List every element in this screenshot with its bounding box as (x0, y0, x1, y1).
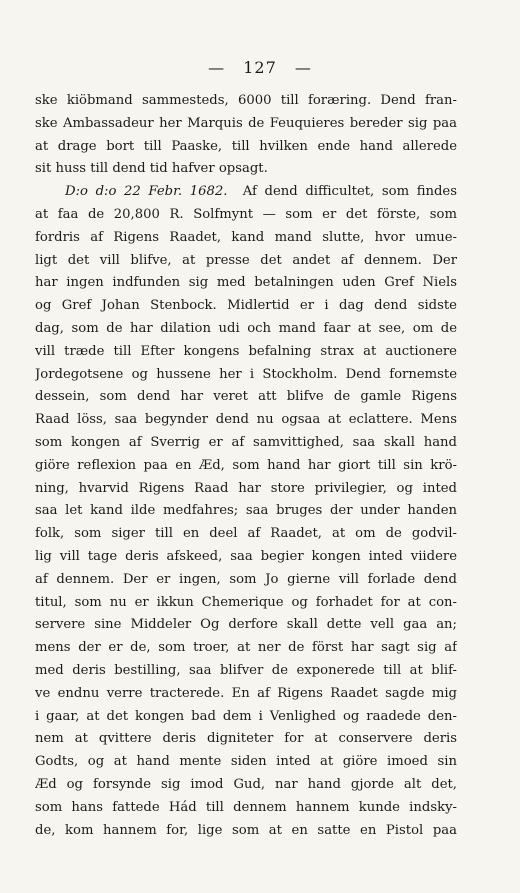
body-text (35, 90, 457, 842)
header-dash-left: — (208, 58, 226, 77)
text-line: nem at qvittere deris digniteter for at conservere deris (35, 731, 457, 747)
text-line: at faa de 20,800 R. Solfmynt — som er det förste, som (35, 206, 457, 222)
header-dash-right: — (294, 58, 312, 77)
text-line: Jordegotsene og hussene her i Stockholm. Dend fornemste (35, 366, 457, 382)
text-line: med deris bestilling, saa blifver de exponerede till at blif- (35, 662, 457, 678)
date-prefix: D:o d:o 22 Febr. 1682. (65, 184, 228, 200)
text-line: og Gref Johan Stenbock. Midlertid er i dag dend sidste (35, 298, 457, 314)
text-line: servere sine Middeler Og derfore skall dette vell gaa an; (35, 617, 457, 633)
text-line: som kongen af Sverrig er af samvittighed, saa skall hand (35, 434, 457, 450)
page-number: 127 (243, 58, 277, 77)
text-line: ning, hvarvid Rigens Raad har store privilegier, og inted (35, 480, 457, 496)
text-line: ske Ambassadeur her Marquis de Feuquieres bereder sig paa (35, 115, 457, 131)
text-line: dag, som de har dilation udi och mand faar at see, om de (35, 320, 457, 336)
page-header (0, 58, 520, 77)
text-line-dated (35, 181, 457, 204)
text-line: ligt det vill blifve, at presse det andet af dennem. Der (35, 252, 457, 268)
text-line: vill træde till Efter kongens befalning strax at auctionere (35, 343, 457, 359)
text-line: at drage bort till Paaske, till hvilken ende hand allerede (35, 138, 457, 154)
text-line: fordris af Rigens Raadet, kand mand slutte, hvor umue- (35, 229, 457, 245)
text-line: ve endnu verre tracterede. En af Rigens Raadet sagde mig (35, 685, 457, 701)
text-line: lig vill tage deris afskeed, saa begier kongen inted viidere (35, 548, 457, 564)
text-line: titul, som nu er ikkun Chemerique og forhadet for at con- (35, 594, 457, 610)
text-line: Raad löss, saa begynder dend nu ogsaa at eclattere. Mens (35, 412, 457, 428)
text-line: mens der er de, som troer, at ner de först har sagt sig af (35, 640, 457, 656)
text-line: af dennem. Der er ingen, som Jo gierne vill forlade dend (35, 571, 457, 587)
text-line: de, kom hannem for, lige som at en satte en Pistol paa (35, 822, 457, 838)
text-line: Æd og forsynde sig imod Gud, nar hand gjorde alt det, (35, 776, 457, 792)
text-line: saa let kand ilde medfahres; saa bruges der under handen (35, 503, 457, 519)
text-line: som hans fattede Hád till dennem hannem kunde indsky- (35, 799, 457, 815)
text-line: ske kiöbmand sammesteds, 6000 till foræring. Dend fran- (35, 93, 457, 108)
text-line: giöre reflexion paa en Æd, som hand har giort till sin krö- (35, 457, 457, 473)
text-line: sit huss till dend tid hafver opsagt. (35, 161, 268, 177)
text-line: Godts, og at hand mente siden inted at giöre imoed sin (35, 754, 457, 770)
text-line: dessein, som dend har veret att blifve de gamle Rigens (35, 389, 457, 405)
text-line: folk, som siger till en deel af Raadet, at om de godvil- (35, 526, 457, 542)
text-line: har ingen indfunden sig med betalningen uden Gref Niels (35, 275, 457, 291)
text-line-continuation: Af dend difficultet, som findes (242, 184, 457, 200)
text-line: i gaar, at det kongen bad dem i Venlighed og raadede den- (35, 708, 457, 724)
